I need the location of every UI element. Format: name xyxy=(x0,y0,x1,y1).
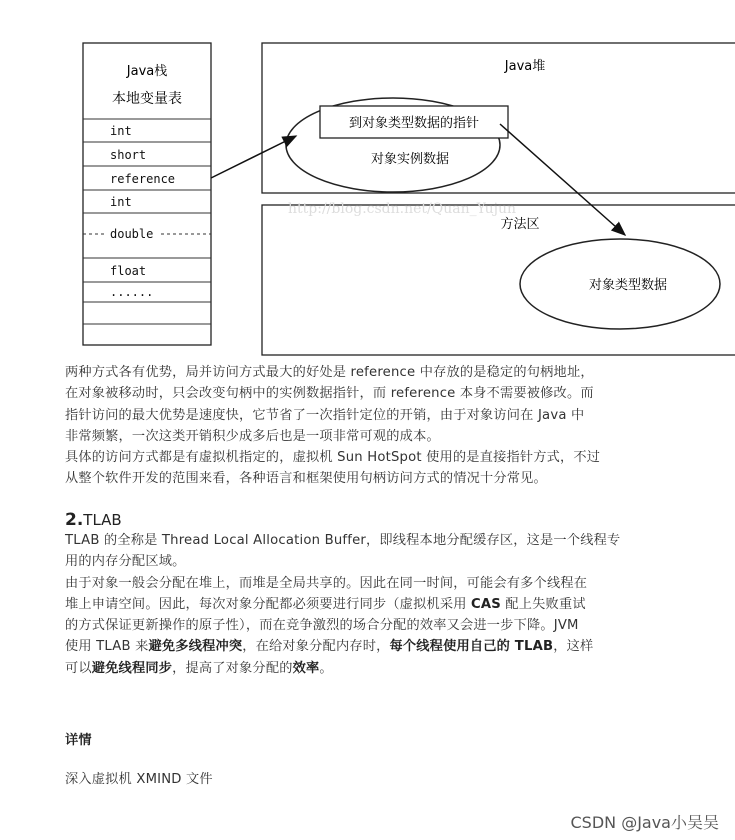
row-int: int xyxy=(110,195,132,209)
text-line: 指针访问的最大优势是速度快，它节省了一次指针定位的开销，由于对象访问在 Java 中 xyxy=(65,407,585,423)
heading-title: TLAB xyxy=(83,511,122,529)
type-data-label: 对象类型数据 xyxy=(588,278,668,293)
text-line: 堆上申请空间。因此，每次对象分配都必须要进行同步（虚拟机采用 CAS 配上失败重试 xyxy=(65,596,586,612)
method-area-title: 方法区 xyxy=(500,217,540,232)
row-double: double xyxy=(110,227,154,241)
text-line: 在对象被移动时，只会改变句柄中的实例数据指针，而 reference 本身不需要被修改。而 xyxy=(65,386,594,402)
xmind-file-line: 深入虚拟机 XMIND 文件 xyxy=(65,772,213,787)
text-line: 具体的访问方式都是有虚拟机指定的，虚拟机 Sun HotSpot 使用的是直接指针方式，不过 xyxy=(65,450,601,466)
access-comparison-paragraph xyxy=(65,362,630,490)
image-watermark: http://blog.csdn.net/Quan_Yujun xyxy=(288,201,517,217)
text-line: 的方式保证更新操作的原子性），而在竞争激烈的场合分配的效率又会进一步下降。JVM xyxy=(65,618,579,634)
row-short: short xyxy=(110,148,147,162)
text-line: 由于对象一般会分配在堆上，而堆是全局共享的。因此在同一时间，可能会有多个线程在 xyxy=(65,575,588,591)
text-line: 可以避免线程同步，提高了对象分配的效率。 xyxy=(65,660,333,676)
row-int: int xyxy=(110,124,132,138)
text-line: TLAB 的全称是 Thread Local Allocation Buffer，即线程本地分配缓存区，这是一个线程专 xyxy=(65,533,621,548)
text-line: 用的内存分配区域。 xyxy=(65,554,186,570)
variable-rows xyxy=(105,124,175,299)
row-reference: reference xyxy=(110,172,176,186)
tlab-heading xyxy=(65,510,122,530)
details-heading: 详情 xyxy=(65,733,92,748)
text-line: 使用 TLAB 来避免多线程冲突，在给对象分配内存时，每个线程使用自己的 TLAB，这样 xyxy=(65,639,594,655)
heap-title: Java堆 xyxy=(504,59,546,74)
csdn-watermark: CSDN @Java小吴吴 xyxy=(570,813,719,832)
text-line: 从整个软件开发的范围来看，各种语言和框架使用句柄访问方式的情况十分常见。 xyxy=(65,471,547,487)
text-line: 两种方式各有优势，局并访问方式最大的好处是 reference 中存放的是稳定的句柄地址， xyxy=(65,365,594,380)
row-ellipsis: ...... xyxy=(110,285,154,299)
instance-label: 对象实例数据 xyxy=(370,152,450,167)
table-title: 本地变量表 xyxy=(112,91,182,107)
heading-number: 2. xyxy=(65,510,84,530)
reference-arrow xyxy=(211,136,296,178)
pointer-label: 到对象类型数据的指针 xyxy=(348,116,480,131)
row-float: float xyxy=(110,264,147,278)
tlab-paragraph xyxy=(65,530,630,679)
object-access-diagram xyxy=(0,0,735,360)
java-stack-box xyxy=(83,43,211,345)
text-line: 非常频繁，一次这类开销积少成多后也是一项非常可观的成本。 xyxy=(65,428,440,444)
stack-title: Java栈 xyxy=(126,64,168,79)
